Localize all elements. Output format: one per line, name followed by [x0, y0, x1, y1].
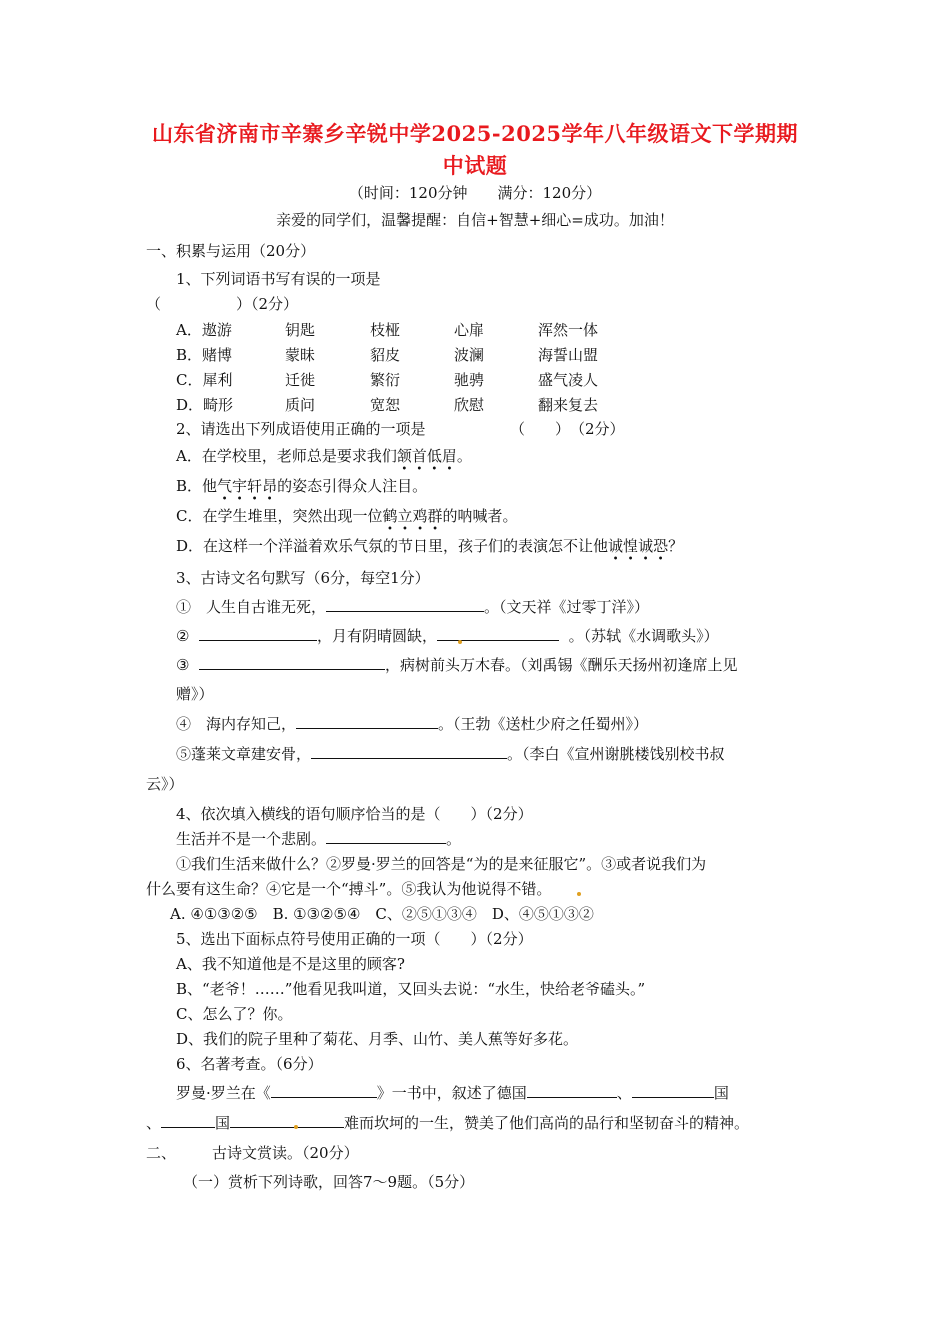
q3-blank-3[interactable] — [437, 626, 559, 641]
q1-c-label: C．犀利 — [176, 371, 233, 389]
q1-a-w4: 心扉 — [454, 321, 485, 339]
q1-c-w2: 迁徙 — [285, 371, 316, 389]
q3-l1-post: 。（文天祥《过零丁洋》） — [484, 598, 650, 616]
greeting: 亲爱的同学们，温馨提醒：自信+智慧+细心=成功。加油！ — [276, 211, 674, 229]
emphasis-char: 气 — [217, 477, 233, 495]
q1-c-w5: 盛气凌人 — [538, 371, 599, 389]
q2-d-idiom — [608, 537, 668, 555]
q3-blank-6[interactable] — [311, 744, 507, 759]
q6-l2-c: 难而坎坷的一生，赞美了他们高尚的品行和坚韧奋斗的精神。 — [344, 1114, 750, 1132]
q6-line1 — [176, 1083, 729, 1103]
q3-line4 — [176, 714, 648, 734]
q3-l4-pre: ④ 海内存知己， — [176, 715, 297, 733]
q2-stem: 2、请选出下列成语使用正确的一项是 — [176, 420, 426, 438]
q6-l1-b: 》一书中，叙述了德国 — [376, 1084, 527, 1102]
q4-text1-post: 。 — [446, 830, 462, 848]
q2-a-post: 。 — [456, 447, 472, 465]
q3-l3-post: ，病树前头万木春。（刘禹锡《酬乐天扬州初逢席上见 — [385, 656, 738, 674]
q5-option-b: B、“老爷！……”他看见我叫道，又回头去说：“水生，快给老爷磕头。” — [176, 980, 646, 998]
emphasis-char: 颔 — [396, 447, 412, 465]
emphasis-char: 轩 — [247, 477, 263, 495]
q6-l2-b: 国 — [215, 1114, 231, 1132]
q3-line5-cont: 云》） — [146, 775, 184, 793]
q3-line1 — [176, 597, 649, 617]
idiom-text — [397, 447, 457, 465]
q3-l2-pre: ② — [176, 627, 190, 645]
q1-b-w2: 蒙昧 — [285, 346, 316, 364]
q2-a-text: A．在学校里，老师总是要求我们 — [176, 447, 397, 465]
q2-d-post: ？ — [668, 537, 684, 555]
q1-c-w3: 繁衍 — [370, 371, 401, 389]
q1-a-label: A．遨游 — [176, 321, 232, 339]
emphasis-char: 鸡 — [412, 507, 428, 525]
q3-l1-pre: ① 人生自古谁无死， — [176, 598, 327, 616]
section2-sub: （一）赏析下列诗歌，回答7～9题。（5分） — [183, 1173, 475, 1191]
q3-blank-4[interactable] — [199, 655, 385, 670]
q6-stem: 6、名著考查。（6分） — [176, 1055, 323, 1073]
q1-a-w3: 枝桠 — [370, 321, 401, 339]
q4-options: A. ④①③②⑤ B. ①③②⑤④ C、②⑤①③④ D、④⑤①③② — [170, 905, 594, 923]
emphasis-char: 宇 — [232, 477, 248, 495]
q1-b-w4: 波澜 — [454, 346, 485, 364]
q2-option-d — [176, 536, 683, 556]
q4-blank[interactable] — [326, 829, 446, 844]
q3-l5-pre: ⑤蓬莱文章建安骨， — [176, 745, 312, 763]
q3-line2 — [176, 626, 719, 646]
q3-l3-pre: ③ — [176, 656, 190, 674]
q1-d-w5: 翻来复去 — [538, 396, 599, 414]
q2-b-idiom — [217, 477, 277, 495]
q5-stem: 5、选出下面标点符号使用正确的一项（ ）（2分） — [176, 930, 533, 948]
emphasis-char: 昂 — [262, 477, 278, 495]
emphasis-char: 立 — [397, 507, 413, 525]
exam-title-line2: 中试题 — [442, 153, 508, 178]
q6-blank-3[interactable] — [632, 1083, 714, 1098]
emphasis-char: 恐 — [653, 537, 669, 555]
q1-d-label: D．畸形 — [176, 396, 234, 414]
q1-b-w3: 貂皮 — [370, 346, 401, 364]
q1-b-label: B．赌博 — [176, 346, 233, 364]
q3-line3-cont: 赠》） — [176, 685, 214, 703]
q6-line2 — [146, 1113, 749, 1133]
q2-option-c — [176, 506, 518, 526]
q2-c-text: C．在学生堆里，突然出现一位 — [176, 507, 383, 525]
emphasis-char: 鹤 — [382, 507, 398, 525]
section2-heading-num: 二、 — [146, 1144, 177, 1162]
q1-a-w2: 钥匙 — [285, 321, 316, 339]
emphasis-char: 诚 — [608, 537, 624, 555]
section2-heading: 古诗文赏读。（20分） — [212, 1144, 359, 1162]
q2-d-text: D．在这样一个洋溢着欢乐气氛的节日里，孩子们的表演怎不让他 — [176, 537, 609, 555]
q6-l1-a: 罗曼·罗兰在《 — [176, 1084, 271, 1102]
q5-option-a: A、我不知道他是不是这里的顾客? — [176, 955, 405, 973]
q6-l1-c: 、 — [616, 1084, 632, 1102]
emphasis-char: 诚 — [638, 537, 654, 555]
stray-mark-2 — [577, 892, 581, 896]
q3-blank-1[interactable] — [326, 597, 484, 612]
q6-l1-d: 国 — [713, 1084, 729, 1102]
q1-d-w2: 质问 — [285, 396, 316, 414]
q4-text1 — [176, 829, 461, 849]
q6-blank-4[interactable] — [161, 1113, 215, 1128]
emphasis-char: 眉 — [441, 447, 457, 465]
q3-l5-post: 。（李白《宣州谢朓楼饯别校书叔 — [507, 745, 725, 763]
q1-d-w4: 欣慰 — [454, 396, 485, 414]
q4-stem: 4、依次填入横线的语句顺序恰当的是（ ）（2分） — [176, 805, 533, 823]
idiom-text — [382, 507, 442, 525]
q2-option-b — [176, 476, 427, 496]
emphasis-char: 首 — [411, 447, 427, 465]
q6-blank-book[interactable] — [271, 1083, 377, 1098]
q3-line3 — [176, 655, 738, 675]
idiom-text — [217, 477, 277, 495]
q3-line5 — [176, 744, 725, 764]
q5-option-d: D、我们的院子里种了菊花、月季、山竹、美人蕉等好多花。 — [176, 1030, 579, 1048]
q5-option-c: C、怎么了？你。 — [176, 1005, 293, 1023]
q1-b-w5: 海誓山盟 — [538, 346, 599, 364]
emphasis-char: 低 — [426, 447, 442, 465]
q3-l2-post: 。（苏轼《水调歌头》） — [568, 627, 719, 645]
q4-text3: 什么要有这生命？④它是一个“搏斗”。⑤我认为他说得不错。 — [146, 880, 552, 898]
q2-c-idiom — [382, 507, 442, 525]
emphasis-char: 惶 — [623, 537, 639, 555]
q3-blank-2[interactable] — [199, 626, 317, 641]
stray-mark — [458, 640, 462, 644]
q3-l4-post: 。（王勃《送杜少府之任蜀州》） — [438, 715, 649, 733]
q2-paren: （ ） （2分） — [510, 420, 625, 438]
q2-b-text: B．他 — [176, 477, 218, 495]
q1-a-w5: 浑然一体 — [538, 321, 599, 339]
idiom-text — [608, 537, 668, 555]
q1-c-w4: 驰骋 — [454, 371, 485, 389]
q2-b-post: 的姿态引得众人注目。 — [277, 477, 428, 495]
q6-l2-a: 、 — [146, 1114, 162, 1132]
q6-blank-2[interactable] — [527, 1083, 617, 1098]
q2-a-idiom — [397, 447, 457, 465]
q4-text2: ①我们生活来做什么？②罗曼·罗兰的回答是“为的是来征服它”。③或者说我们为 — [176, 855, 707, 873]
q3-blank-5[interactable] — [296, 714, 438, 729]
emphasis-char: 群 — [427, 507, 443, 525]
q2-option-a — [176, 446, 472, 466]
q3-stem: 3、古诗文名句默写（6分，每空1分） — [176, 569, 430, 587]
stray-mark-3 — [294, 1125, 298, 1129]
q4-text1-pre: 生活并不是一个悲剧。 — [176, 830, 327, 848]
q1-d-w3: 宽恕 — [370, 396, 401, 414]
exam-info: （时间：120分钟 满分：120分） — [348, 184, 602, 202]
q6-blank-5[interactable] — [230, 1113, 344, 1128]
q1-paren: （ ）（2分） — [146, 295, 299, 313]
q2-c-post: 的呐喊者。 — [442, 507, 518, 525]
q1-stem: 1、下列词语书写有误的一项是 — [176, 270, 381, 288]
exam-title-line1: 山东省济南市辛寨乡辛锐中学2025-2025学年八年级语文下学期期 — [151, 121, 799, 146]
section1-heading: 一、积累与运用（20分） — [146, 242, 316, 260]
q3-l2-mid: ，月有阴晴圆缺， — [317, 627, 438, 645]
